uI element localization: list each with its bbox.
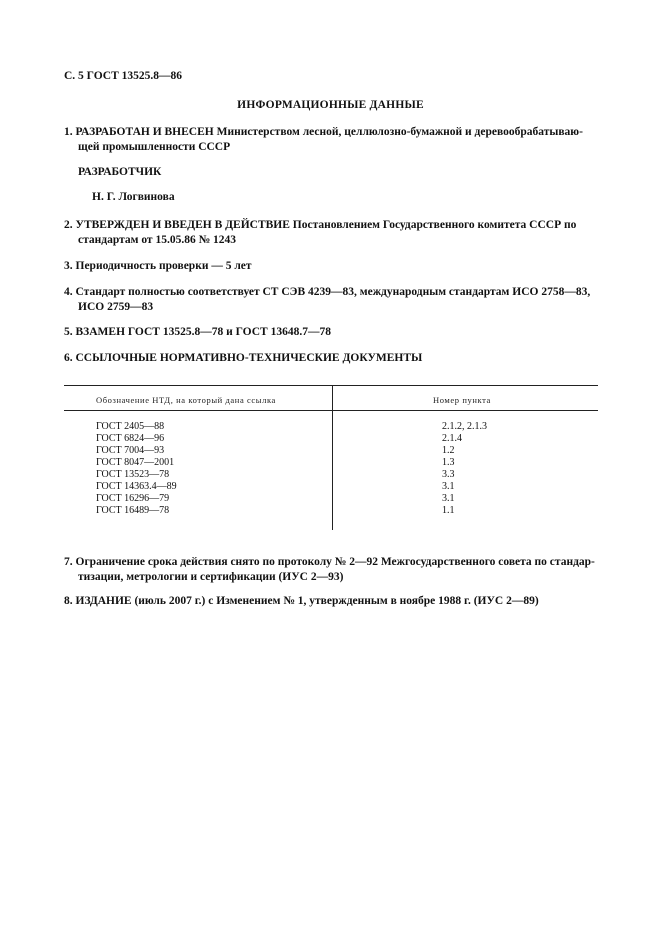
table-cell-doc: ГОСТ 2405—88 bbox=[96, 421, 165, 432]
table-top-rule bbox=[64, 385, 598, 386]
developer-name: Н. Г. Логвинова bbox=[92, 191, 175, 203]
item-2-line-1: 2. УТВЕРЖДЕН И ВВЕДЕН В ДЕЙСТВИЕ Постановлением Государственного комитета СССР по bbox=[64, 219, 577, 231]
page-header: С. 5 ГОСТ 13525.8—86 bbox=[64, 70, 183, 82]
item-4-line-1: 4. Стандарт полностью соответствует СТ СЭВ 4239—83, международным стандартам ИСО 2758—83, bbox=[64, 286, 591, 298]
table-cell-doc: ГОСТ 16489—78 bbox=[96, 505, 170, 516]
table-cell-clause: 1.2 bbox=[442, 445, 455, 456]
table-cell-doc: ГОСТ 6824—96 bbox=[96, 433, 165, 444]
table-cell-doc: ГОСТ 13523—78 bbox=[96, 469, 170, 480]
item-2-line-2: стандартам от 15.05.86 № 1243 bbox=[78, 234, 237, 246]
item-5: 5. ВЗАМЕН ГОСТ 13525.8—78 и ГОСТ 13648.7—78 bbox=[64, 326, 331, 338]
table-header-clause: Номер пункта bbox=[433, 395, 491, 405]
table-header-doc: Обозначение НТД, на который дана ссылка bbox=[96, 395, 276, 405]
table-cell-clause: 3.1 bbox=[442, 481, 455, 492]
item-8: 8. ИЗДАНИЕ (июль 2007 г.) с Изменением № 1, утвержденным в ноябре 1988 г. (ИУС 2—89) bbox=[64, 595, 539, 607]
item-1-line-2: щей промышленности СССР bbox=[78, 141, 231, 153]
item-7-line-2: тизации, метрологии и сертификации (ИУС 2—93) bbox=[78, 571, 344, 583]
item-1 bbox=[64, 125, 604, 155]
item-4 bbox=[64, 285, 604, 315]
table-cell-clause: 2.1.2, 2.1.3 bbox=[442, 421, 487, 432]
table-cell-clause: 2.1.4 bbox=[442, 433, 462, 444]
item-7 bbox=[64, 555, 604, 585]
table-cell-doc: ГОСТ 8047—2001 bbox=[96, 457, 175, 468]
developer-label: РАЗРАБОТЧИК bbox=[78, 166, 162, 178]
table-cell-doc: ГОСТ 14363.4—89 bbox=[96, 481, 177, 492]
table-cell-clause: 3.3 bbox=[442, 469, 455, 480]
item-7-line-1: 7. Ограничение срока действия снято по протоколу № 2—92 Межгосударственного совета по стандар- bbox=[64, 556, 595, 568]
table-cell-doc: ГОСТ 7004—93 bbox=[96, 445, 165, 456]
table-cell-clause: 3.1 bbox=[442, 493, 455, 504]
table-column-divider bbox=[332, 385, 333, 530]
item-1-line-1: 1. РАЗРАБОТАН И ВНЕСЕН Министерством лесной, целлюлозно-бумажной и деревообрабатываю- bbox=[64, 126, 583, 138]
item-3: 3. Периодичность проверки — 5 лет bbox=[64, 260, 252, 272]
item-4-line-2: ИСО 2759—83 bbox=[78, 301, 154, 313]
table-cell-doc: ГОСТ 16296—79 bbox=[96, 493, 170, 504]
section-title: ИНФОРМАЦИОННЫЕ ДАННЫЕ bbox=[237, 99, 424, 111]
item-2 bbox=[64, 218, 604, 248]
item-6: 6. ССЫЛОЧНЫЕ НОРМАТИВНО-ТЕХНИЧЕСКИЕ ДОКУМЕНТЫ bbox=[64, 352, 423, 364]
table-cell-clause: 1.1 bbox=[442, 505, 455, 516]
table-header-rule bbox=[64, 410, 598, 411]
table-cell-clause: 1.3 bbox=[442, 457, 455, 468]
